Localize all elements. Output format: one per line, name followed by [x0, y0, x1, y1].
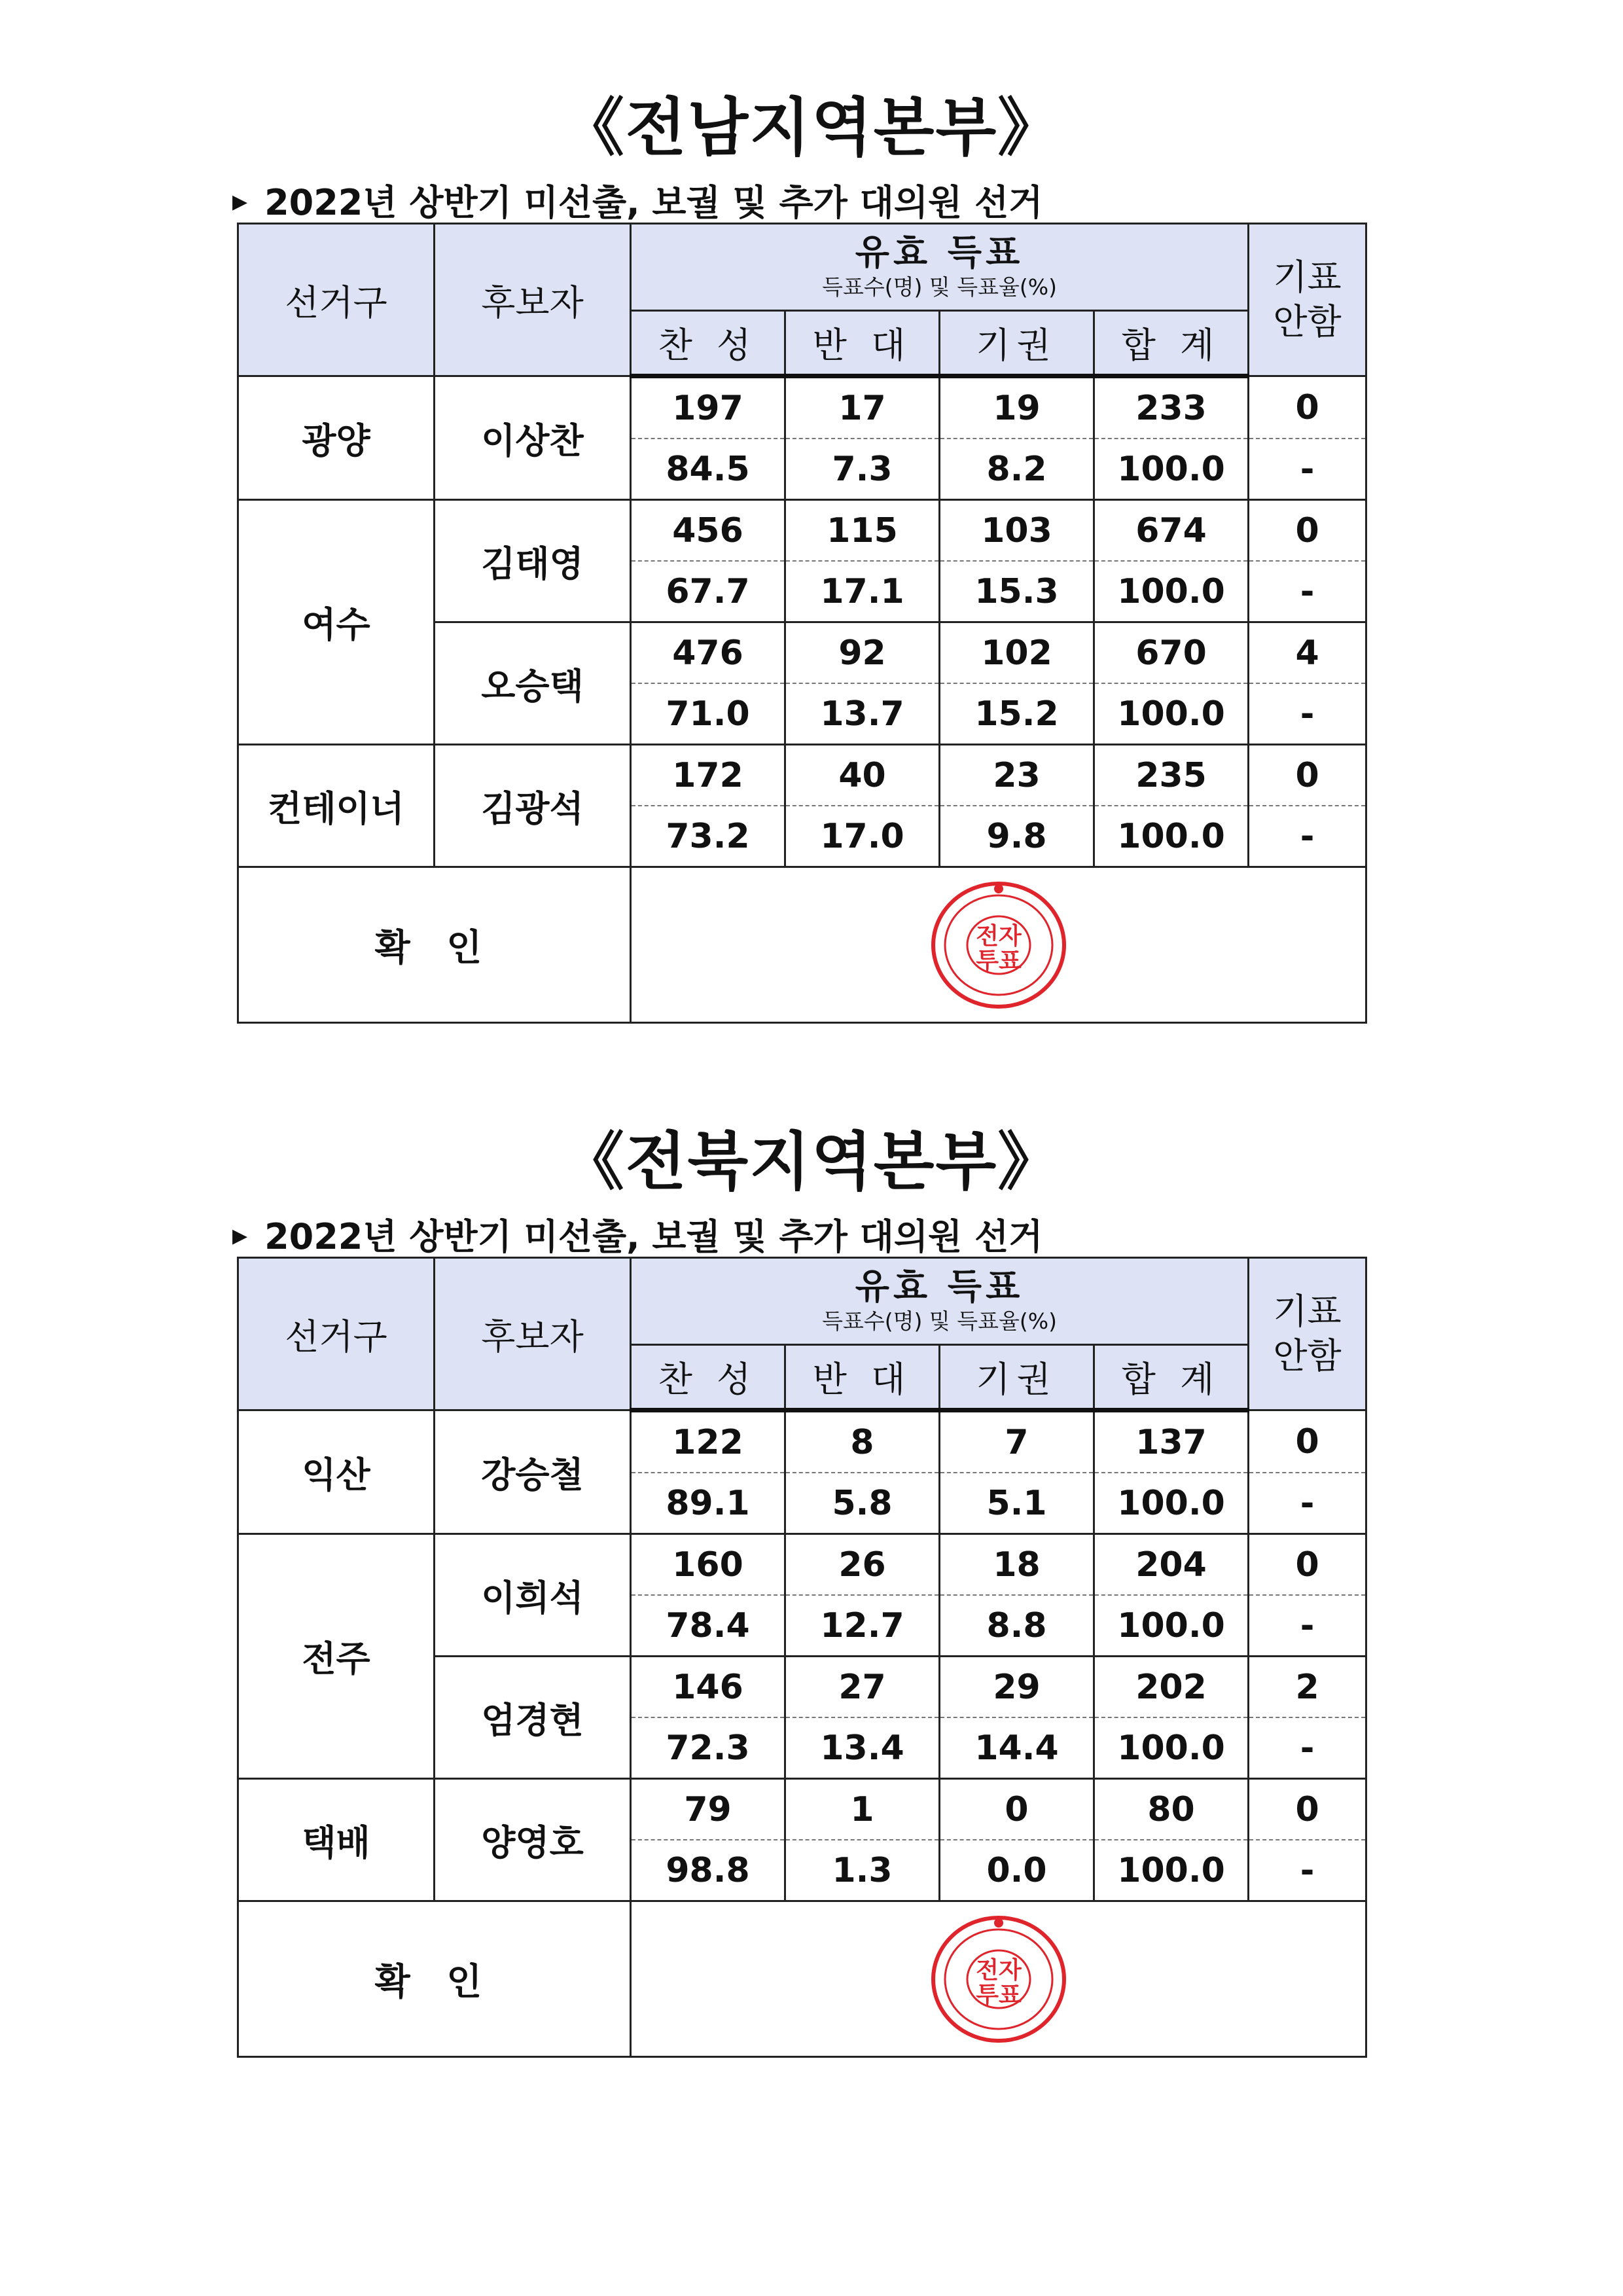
vote-count-cell: 233 — [1094, 376, 1249, 439]
vote-rate-cell: 0.0 — [940, 1840, 1094, 1901]
header-valid-votes-title: 유효 득표 — [855, 1266, 1024, 1307]
vote-rate-cell: 73.2 — [631, 806, 785, 867]
vote-count-cell: 0 — [940, 1779, 1094, 1840]
subtitle-text: 2022년 상반기 미선출, 보궐 및 추가 대의원 선거 — [264, 182, 1043, 223]
vote-rate-cell: 15.2 — [940, 683, 1094, 745]
vote-count-cell: 0 — [1249, 1410, 1366, 1473]
vote-rate-cell: 8.8 — [940, 1595, 1094, 1657]
vote-count-cell: 8 — [785, 1410, 940, 1473]
svg-text:전자: 전자 — [975, 922, 1022, 950]
seal-stamp-icon — [927, 1914, 1071, 2045]
vote-count-cell: 0 — [1249, 1534, 1366, 1596]
vote-rate-cell: 7.3 — [785, 439, 940, 500]
region-cell: 컨테이너 — [238, 745, 435, 867]
confirm-row — [238, 867, 1366, 1023]
vote-count-cell: 80 — [1094, 1779, 1249, 1840]
vote-count-cell: 17 — [785, 376, 940, 439]
vote-rate-cell: 5.1 — [940, 1473, 1094, 1534]
vote-rate-cell: 100.0 — [1094, 1595, 1249, 1657]
candidate-cell: 이희석 — [435, 1534, 631, 1657]
candidate-cell: 양영호 — [435, 1779, 631, 1901]
vote-rate-cell: 15.3 — [940, 561, 1094, 622]
region-cell: 여수 — [238, 500, 435, 745]
header-non-voting-line1: 기표 — [1273, 257, 1342, 298]
vote-count-cell: 0 — [1249, 745, 1366, 806]
header-non-voting — [1249, 224, 1366, 376]
vote-count-cell: 26 — [785, 1534, 940, 1596]
vote-count-cell: 235 — [1094, 745, 1249, 806]
vote-rate-cell: 84.5 — [631, 439, 785, 500]
header-non-voting — [1249, 1258, 1366, 1410]
vote-count-cell: 27 — [785, 1657, 940, 1718]
vote-count-cell: 103 — [940, 500, 1094, 562]
vote-rate-cell: 67.7 — [631, 561, 785, 622]
vote-count-cell: 92 — [785, 622, 940, 684]
svg-text:투표: 투표 — [975, 1981, 1022, 2009]
bullet-icon: ▶ — [232, 1225, 248, 1248]
table-row — [238, 1534, 1366, 1596]
confirm-label-cell — [238, 867, 631, 1023]
vote-rate-cell: 72.3 — [631, 1717, 785, 1779]
subtitle-text: 2022년 상반기 미선출, 보궐 및 추가 대의원 선거 — [264, 1216, 1043, 1257]
seal-stamp-icon — [927, 880, 1071, 1011]
header-region: 선거구 — [238, 1258, 435, 1410]
vote-rate-cell: - — [1249, 1473, 1366, 1534]
vote-count-cell: 204 — [1094, 1534, 1249, 1596]
candidate-cell: 이상찬 — [435, 376, 631, 500]
vote-count-cell: 160 — [631, 1534, 785, 1596]
section-subtitle — [232, 177, 1043, 229]
vote-count-cell: 29 — [940, 1657, 1094, 1718]
vote-count-cell: 19 — [940, 376, 1094, 439]
confirm-stamp-cell — [631, 867, 1366, 1023]
vote-rate-cell: 8.2 — [940, 439, 1094, 500]
section-title: 《전북지역본부》 — [561, 1125, 1062, 1198]
vote-count-cell: 172 — [631, 745, 785, 806]
vote-count-cell: 122 — [631, 1410, 785, 1473]
svg-text:전자: 전자 — [975, 1956, 1022, 1984]
vote-rate-cell: - — [1249, 1595, 1366, 1657]
candidate-cell: 엄경현 — [435, 1657, 631, 1779]
vote-rate-cell: 100.0 — [1094, 1473, 1249, 1534]
section-subtitle — [232, 1211, 1043, 1263]
vote-rate-cell: - — [1249, 1717, 1366, 1779]
header-total: 합 계 — [1094, 1345, 1249, 1410]
header-no: 반 대 — [785, 1345, 940, 1410]
results-table — [237, 1257, 1367, 2058]
vote-rate-cell: 12.7 — [785, 1595, 940, 1657]
header-valid-votes-title: 유효 득표 — [855, 232, 1024, 273]
vote-rate-cell: 100.0 — [1094, 1840, 1249, 1901]
vote-rate-cell: 13.7 — [785, 683, 940, 745]
candidate-cell: 김광석 — [435, 745, 631, 867]
header-valid-votes — [631, 224, 1249, 311]
vote-rate-cell: 78.4 — [631, 1595, 785, 1657]
vote-rate-cell: 100.0 — [1094, 561, 1249, 622]
vote-rate-cell: - — [1249, 561, 1366, 622]
header-candidate: 후보자 — [435, 224, 631, 376]
vote-count-cell: 0 — [1249, 500, 1366, 562]
vote-rate-cell: - — [1249, 1840, 1366, 1901]
vote-count-cell: 7 — [940, 1410, 1094, 1473]
header-yes: 찬 성 — [631, 311, 785, 376]
vote-rate-cell: 100.0 — [1094, 683, 1249, 745]
vote-rate-cell: 17.0 — [785, 806, 940, 867]
vote-count-cell: 79 — [631, 1779, 785, 1840]
vote-count-cell: 146 — [631, 1657, 785, 1718]
header-abstain: 기권 — [940, 1345, 1094, 1410]
vote-rate-cell: - — [1249, 439, 1366, 500]
candidate-cell: 강승철 — [435, 1410, 631, 1534]
vote-rate-cell: - — [1249, 683, 1366, 745]
header-valid-votes-subtitle: 득표수(명) 및 득표율(%) — [822, 1308, 1057, 1334]
table-row — [238, 1779, 1366, 1840]
candidate-cell: 김태영 — [435, 500, 631, 622]
header-no: 반 대 — [785, 311, 940, 376]
header-valid-votes-subtitle: 득표수(명) 및 득표율(%) — [822, 274, 1057, 300]
vote-count-cell: 23 — [940, 745, 1094, 806]
bullet-icon: ▶ — [232, 190, 248, 214]
confirm-row — [238, 1901, 1366, 2057]
vote-count-cell: 202 — [1094, 1657, 1249, 1718]
confirm-label-cell — [238, 1901, 631, 2057]
vote-count-cell: 476 — [631, 622, 785, 684]
confirm-label: 확 인 — [374, 1960, 494, 2003]
vote-rate-cell: 1.3 — [785, 1840, 940, 1901]
confirm-stamp-cell — [631, 1901, 1366, 2057]
vote-count-cell: 115 — [785, 500, 940, 562]
header-non-voting-line2: 안함 — [1273, 301, 1342, 342]
header-non-voting-line2: 안함 — [1273, 1335, 1342, 1376]
vote-rate-cell: 89.1 — [631, 1473, 785, 1534]
vote-rate-cell: 14.4 — [940, 1717, 1094, 1779]
vote-count-cell: 40 — [785, 745, 940, 806]
candidate-cell: 오승택 — [435, 622, 631, 745]
header-valid-votes — [631, 1258, 1249, 1345]
vote-count-cell: 18 — [940, 1534, 1094, 1596]
vote-rate-cell: 100.0 — [1094, 806, 1249, 867]
svg-text:투표: 투표 — [975, 947, 1022, 975]
vote-rate-cell: 71.0 — [631, 683, 785, 745]
vote-count-cell: 456 — [631, 500, 785, 562]
header-yes: 찬 성 — [631, 1345, 785, 1410]
header-region: 선거구 — [238, 224, 435, 376]
vote-count-cell: 102 — [940, 622, 1094, 684]
vote-count-cell: 0 — [1249, 1779, 1366, 1840]
vote-count-cell: 4 — [1249, 622, 1366, 684]
vote-count-cell: 137 — [1094, 1410, 1249, 1473]
vote-rate-cell: 13.4 — [785, 1717, 940, 1779]
vote-count-cell: 674 — [1094, 500, 1249, 562]
vote-rate-cell: 100.0 — [1094, 1717, 1249, 1779]
vote-count-cell: 2 — [1249, 1657, 1366, 1718]
table-row — [238, 1410, 1366, 1473]
vote-count-cell: 670 — [1094, 622, 1249, 684]
region-cell: 익산 — [238, 1410, 435, 1534]
vote-rate-cell: 98.8 — [631, 1840, 785, 1901]
region-cell: 광양 — [238, 376, 435, 500]
header-total: 합 계 — [1094, 311, 1249, 376]
vote-rate-cell: - — [1249, 806, 1366, 867]
table-row — [238, 376, 1366, 439]
results-table — [237, 223, 1367, 1024]
region-cell: 전주 — [238, 1534, 435, 1779]
vote-count-cell: 1 — [785, 1779, 940, 1840]
vote-rate-cell: 5.8 — [785, 1473, 940, 1534]
header-candidate: 후보자 — [435, 1258, 631, 1410]
header-abstain: 기권 — [940, 311, 1094, 376]
section-title: 《전남지역본부》 — [561, 91, 1062, 164]
region-cell: 택배 — [238, 1779, 435, 1901]
vote-rate-cell: 100.0 — [1094, 439, 1249, 500]
vote-rate-cell: 9.8 — [940, 806, 1094, 867]
header-non-voting-line1: 기표 — [1273, 1291, 1342, 1332]
table-row — [238, 500, 1366, 562]
vote-rate-cell: 17.1 — [785, 561, 940, 622]
vote-count-cell: 197 — [631, 376, 785, 439]
confirm-label: 확 인 — [374, 926, 494, 969]
table-row — [238, 745, 1366, 806]
vote-count-cell: 0 — [1249, 376, 1366, 439]
